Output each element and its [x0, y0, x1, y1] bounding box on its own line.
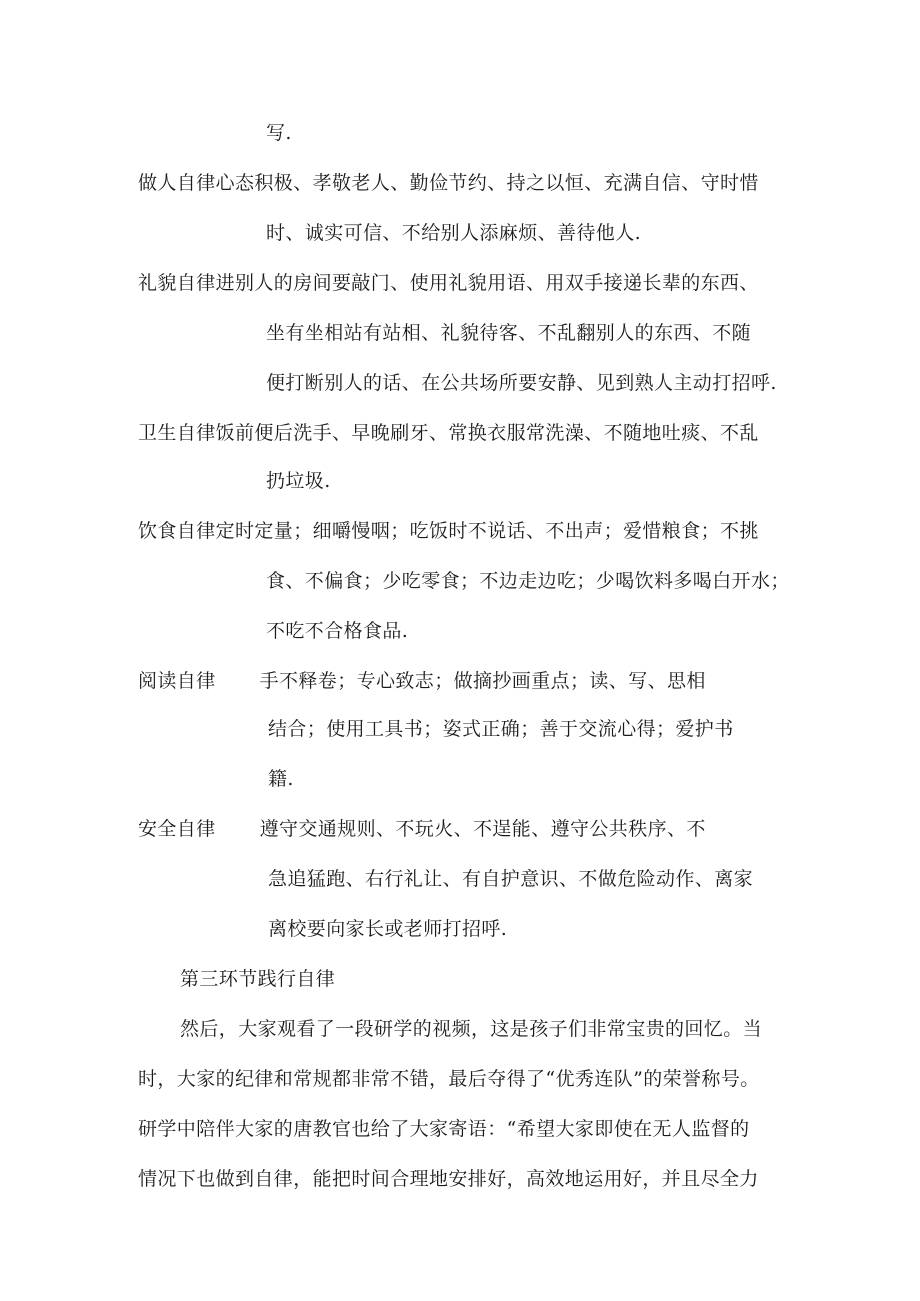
text-line: 不吃不合格食品. — [266, 620, 409, 642]
text-line: 籍. — [268, 768, 294, 790]
text-line: 写. — [266, 122, 292, 144]
section-label: 阅读自律 — [138, 670, 216, 692]
text-line: 结合；使用工具书；姿式正确；善于交流心得；爱护书 — [268, 718, 734, 740]
text-line: 便打断别人的话、在公共场所要安静、见到熟人主动打招呼. — [266, 372, 777, 394]
section-label: 安全自律 — [138, 818, 216, 840]
text-line: 时、诚实可信、不给别人添麻烦、善待他人. — [266, 222, 642, 244]
section-heading: 第三环节践行自律 — [180, 968, 336, 990]
text-line: 礼貌自律进别人的房间要敲门、使用礼貌用语、用双手接递长辈的东西、 — [138, 272, 759, 294]
text-line: 食、不偏食；少吃零食；不边走边吃；少喝饮料多喝白开水； — [266, 570, 790, 592]
text-line — [138, 668, 706, 694]
text-line: 离校要向家长或老师打招呼. — [268, 918, 508, 940]
text-line: 扔垃圾. — [266, 470, 331, 492]
text-line — [138, 816, 706, 842]
section-text: 手不释卷；专心致志；做摘抄画重点；读、写、思相 — [259, 670, 706, 692]
paragraph-line: 然后，大家观看了一段研学的视频，这是孩子们非常宝贵的回忆。当 — [180, 1018, 763, 1040]
section-text: 遵守交通规则、不玩火、不逞能、遵守公共秩序、不 — [259, 818, 706, 840]
text-line: 坐有坐相站有站相、礼貌待客、不乱翻别人的东西、不随 — [266, 322, 752, 344]
paragraph-line: 情况下也做到自律，能把时间合理地安排好，高效地运用好，并且尽全力 — [138, 1168, 759, 1190]
text-line: 饮食自律定时定量；细嚼慢咽；吃饭时不说话、不出声；爱惜粮食；不挑 — [138, 520, 759, 542]
text-line: 卫生自律饭前便后洗手、早晚刷牙、常换衣服常洗澡、不随地吐痰、不乱 — [138, 422, 759, 444]
text-line: 急追猛跑、右行礼让、有自护意识、不做危险动作、离家 — [268, 868, 754, 890]
paragraph-line: 研学中陪伴大家的唐教官也给了大家寄语：“希望大家即使在无人监督的 — [138, 1118, 750, 1140]
paragraph-line: 时，大家的纪律和常规都非常不错，最后夺得了“优秀连队”的荣誉称号。 — [138, 1068, 760, 1090]
text-line: 做人自律心态积极、孝敬老人、勤俭节约、持之以恒、充满自信、守时惜 — [138, 172, 759, 194]
